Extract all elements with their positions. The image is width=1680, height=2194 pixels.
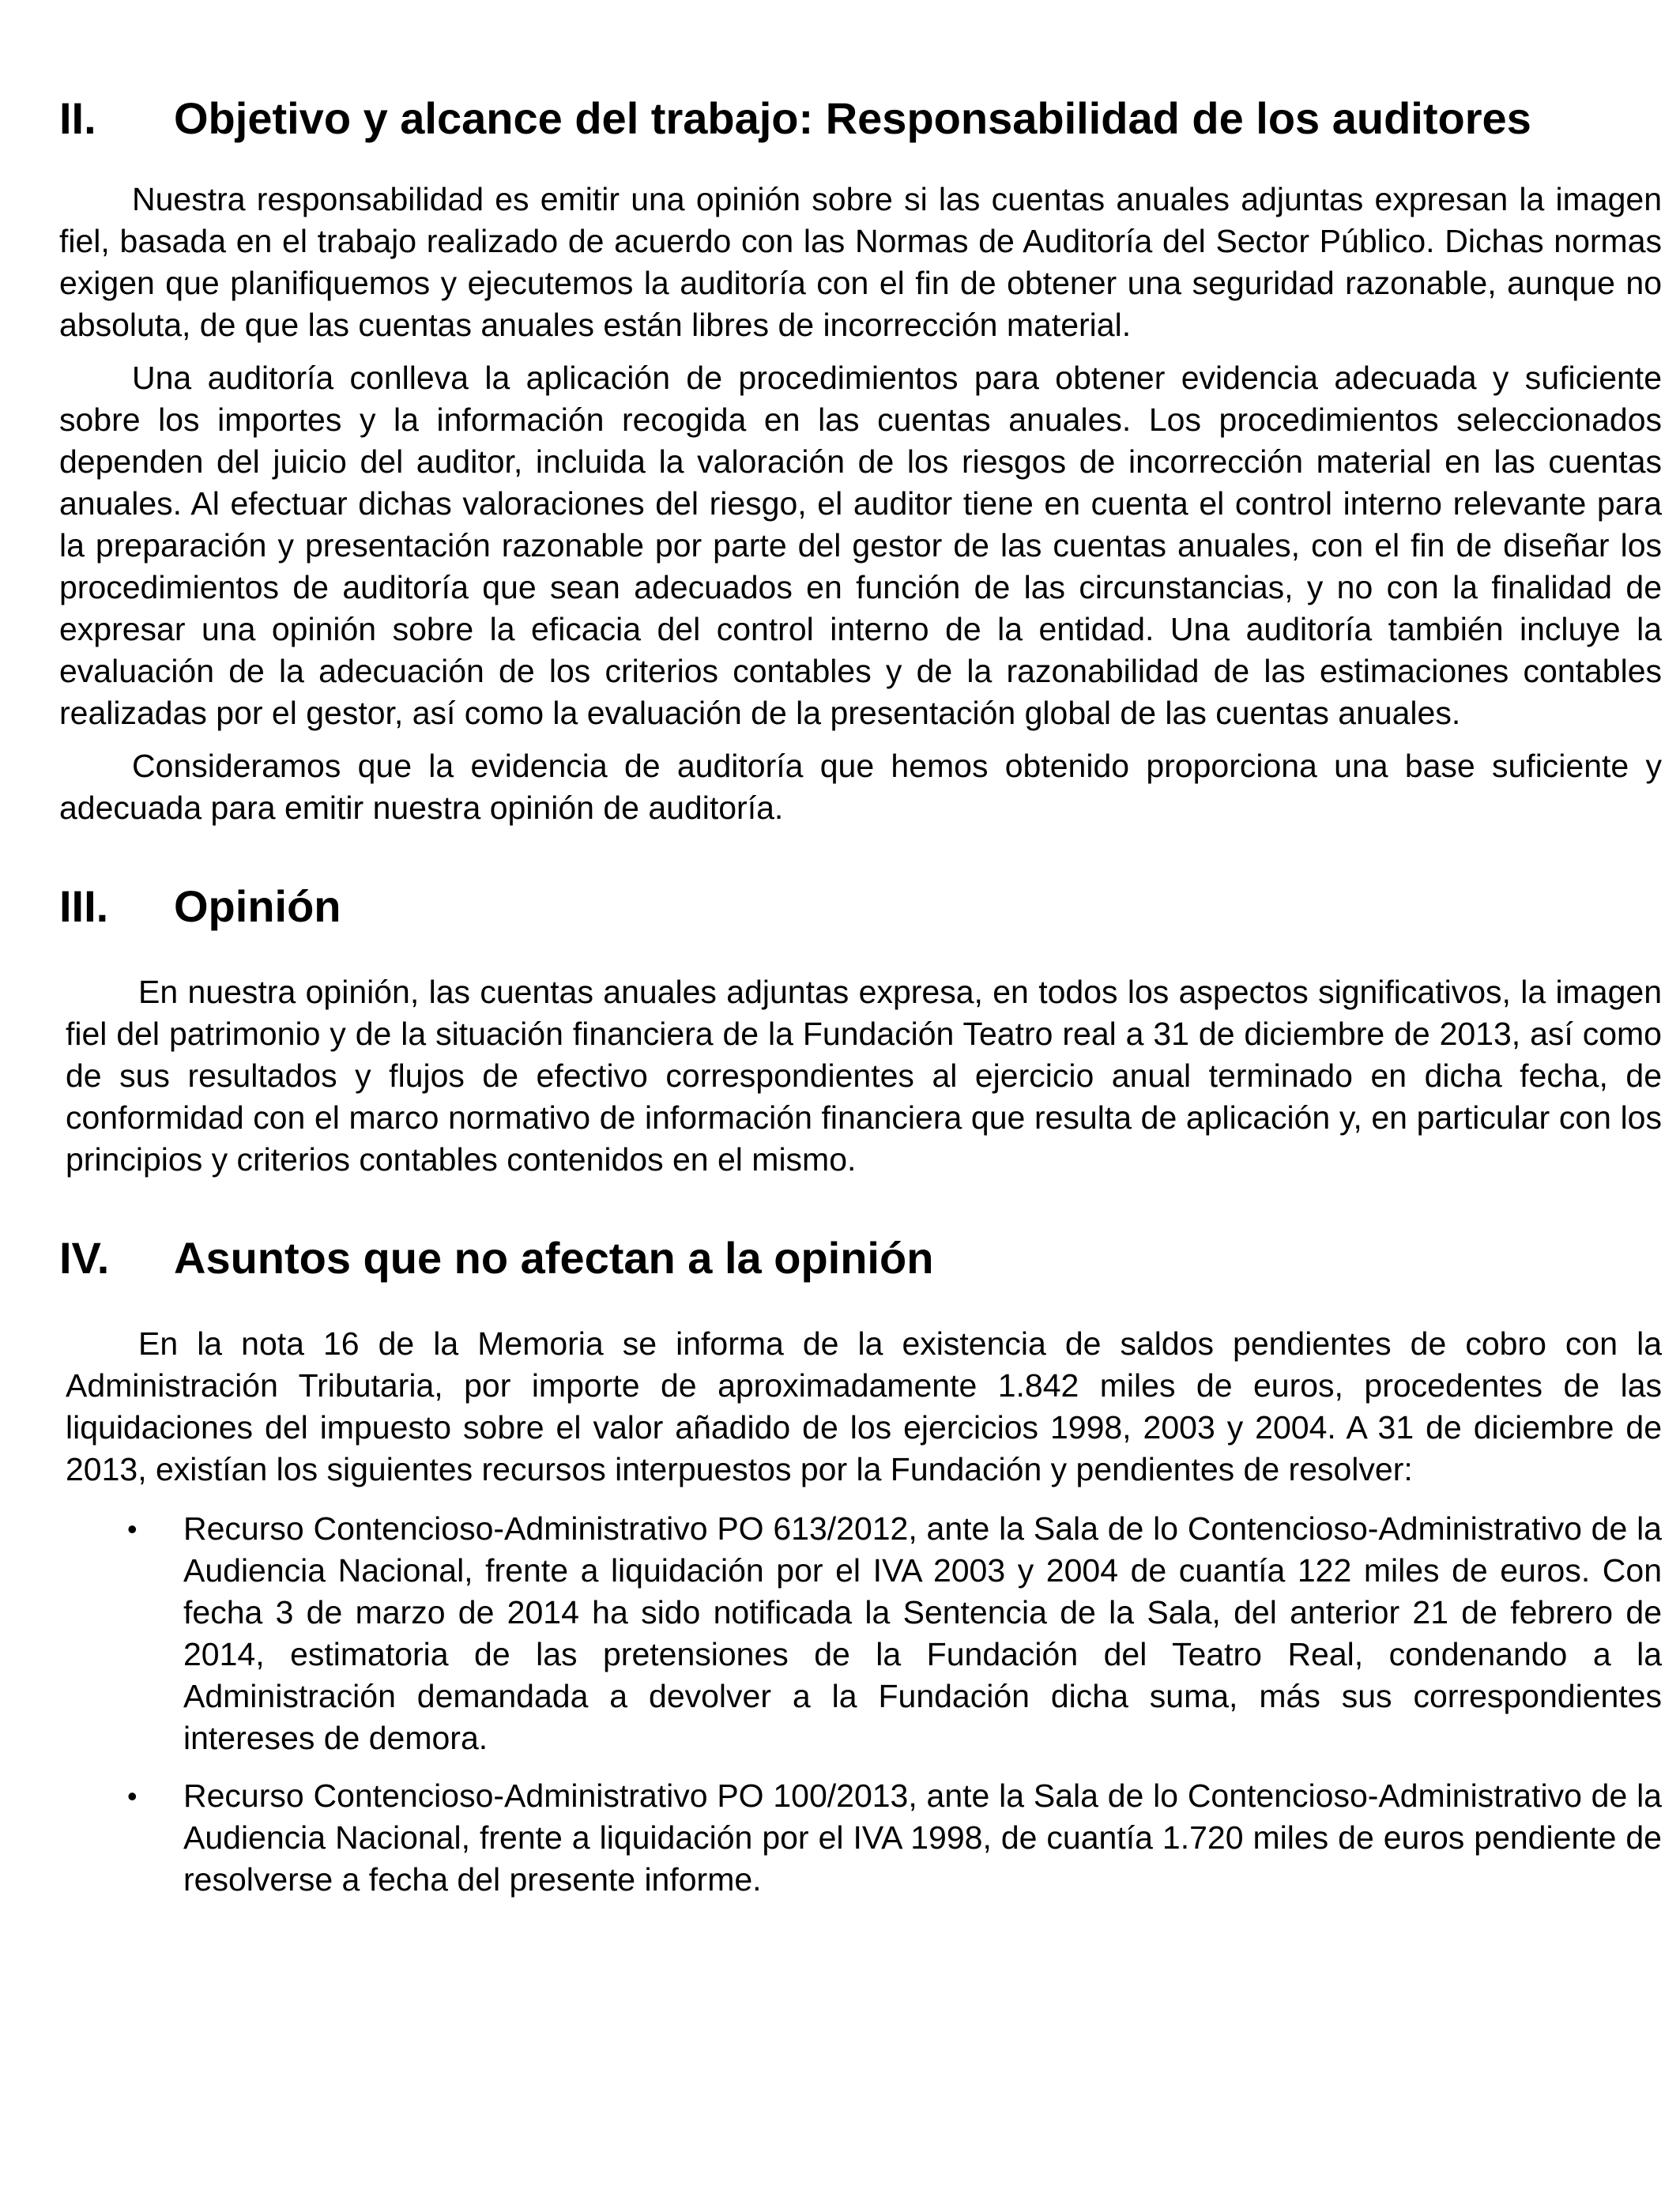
section-iv xyxy=(59,1230,1662,1901)
paragraph: En nuestra opinión, las cuentas anuales adjuntas expresa, en todos los aspectos significativos, la imagen fiel del patrimonio y de la situación financiera de la Fundación Teatro real a 31 de diciembre de 2013, así como de sus resultados y flujos de efectivo correspondientes al ejercicio anual terminado en dicha fecha, de conformidad con el marco normativo de información financiera que resulta de aplicación y, en particular con los principios y criterios contables contenidos en el mismo. xyxy=(66,974,1662,1178)
document-page xyxy=(59,79,1662,1917)
paragraph: En la nota 16 de la Memoria se informa de la existencia de saldos pendientes de cobro con la Administración Tributaria, por importe de aproximadamente 1.842 miles de euros, procedentes de las liquidaciones del impuesto sobre el valor añadido de los ejercicios 1998, 2003 y 2004. A 31 de diciembre de 2013, existían los siguientes recursos interpuestos por la Fundación y pendientes de resolver: xyxy=(66,1325,1662,1487)
section-title: Opinión xyxy=(174,881,341,931)
list-item xyxy=(59,1775,1662,1901)
list-item-text: Recurso Contencioso-Administrativo PO 613/2012, ante la Sala de lo Contencioso-Administrativo de la Audiencia Nacional, frente a liquidación por el IVA 2003 y 2004 de cuantía 122 miles de euros. Con fecha 3 de marzo de 2014 ha sido notificada la Sentencia de la Sala, del anterior 21 de febrero de 2014, estimatoria de las pretensiones de la Fundación del Teatro Real, condenando a la Administración demandada a devolver a la Fundación dicha suma, más sus correspondientes intereses de demora. xyxy=(183,1510,1662,1756)
section-title: Objetivo y alcance del trabajo: Responsabilidad de los auditores xyxy=(174,93,1531,143)
bullet-list xyxy=(59,1508,1662,1901)
paragraph: Consideramos que la evidencia de auditoría que hemos obtenido proporciona una base suficiente y adecuada para emitir nuestra opinión de auditoría. xyxy=(59,748,1662,826)
section-heading xyxy=(59,1230,1662,1287)
section-iii xyxy=(59,878,1662,1181)
bullet-icon: • xyxy=(127,1513,137,1545)
section-title: Asuntos que no afectan a la opinión xyxy=(174,1233,934,1283)
section-number: IV. xyxy=(59,1233,110,1283)
list-item-text: Recurso Contencioso-Administrativo PO 100/2013, ante la Sala de lo Contencioso-Administrativo de la Audiencia Nacional, frente a liquidación por el IVA 1998, de cuantía 1.720 miles de euros pendiente de resolverse a fecha del presente informe. xyxy=(183,1777,1662,1898)
list-item xyxy=(59,1508,1662,1759)
section-heading xyxy=(59,90,1662,147)
section-heading xyxy=(59,878,1662,935)
section-number: II. xyxy=(59,93,96,143)
bullet-icon: • xyxy=(127,1780,137,1812)
section-number: III. xyxy=(59,881,109,931)
section-ii xyxy=(59,90,1662,829)
paragraph: Nuestra responsabilidad es emitir una opinión sobre si las cuentas anuales adjuntas expresan la imagen fiel, basada en el trabajo realizado de acuerdo con las Normas de Auditoría del Sector Público. Dichas normas exigen que planifiquemos y ejecutemos la auditoría con el fin de obtener una seguridad razonable, aunque no absoluta, de que las cuentas anuales están libres de incorrección material. xyxy=(59,181,1662,343)
paragraph: Una auditoría conlleva la aplicación de procedimientos para obtener evidencia adecuada y suficiente sobre los importes y la información recogida en las cuentas anuales. Los procedimientos seleccionados dependen del juicio del auditor, incluida la valoración de los riesgos de incorrección material en las cuentas anuales. Al efectuar dichas valoraciones del riesgo, el auditor tiene en cuenta el control interno relevante para la preparación y presentación razonable por parte del gestor de las cuentas anuales, con el fin de diseñar los procedimientos de auditoría que sean adecuados en función de las circunstancias, y no con la finalidad de expresar una opinión sobre la eficacia del control interno de la entidad. Una auditoría también incluye la evaluación de la adecuación de los criterios contables y de la razonabilidad de las estimaciones contables realizadas por el gestor, así como la evaluación de la presentación global de las cuentas anuales. xyxy=(59,360,1662,731)
